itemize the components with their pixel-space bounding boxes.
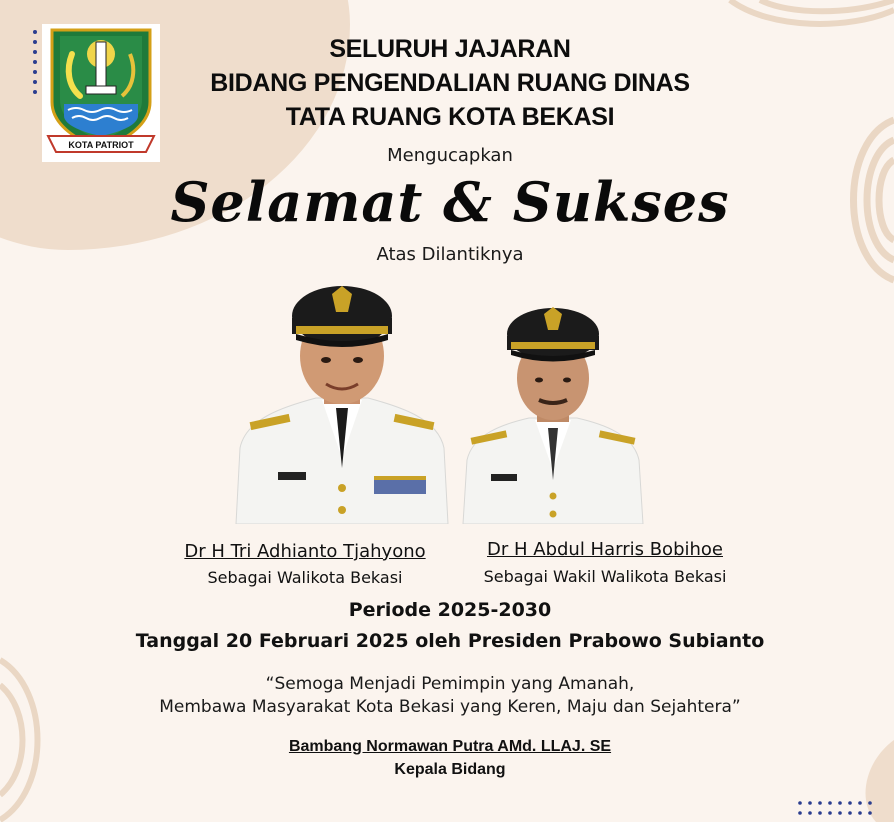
dot-pattern-bottom-right xyxy=(796,798,876,818)
greeting-intro: Mengucapkan xyxy=(387,145,513,166)
arc-right-decoration xyxy=(800,110,894,290)
arc-bottom-left-decoration xyxy=(0,650,60,822)
kota-bekasi-emblem-icon xyxy=(42,24,160,162)
header-line-2: BIDANG PENGENDALIAN RUANG DINAS xyxy=(210,69,690,97)
official-2-role: Sebagai Wakil Walikota Bekasi xyxy=(483,567,727,586)
kota-bekasi-logo xyxy=(42,24,160,162)
vice-mayor-photo xyxy=(457,300,649,524)
date-line: Tanggal 20 Februari 2025 oleh Presiden Prabowo Subianto xyxy=(135,630,765,652)
header-line-3: TATA RUANG KOTA BEKASI xyxy=(285,103,615,131)
signer-name: Bambang Normawan Putra AMd. LLAJ. SE xyxy=(288,738,612,755)
official-2-name: Dr H Abdul Harris Bobihoe xyxy=(487,539,723,560)
header-title xyxy=(150,32,750,134)
period-text: Periode 2025-2030 xyxy=(348,599,552,621)
signer-title: Kepala Bidang xyxy=(394,761,506,778)
quote-block xyxy=(100,673,800,719)
mayor-photo xyxy=(226,278,458,524)
quote-line-1: “Semoga Menjadi Pemimpin yang Amanah, xyxy=(265,674,635,694)
official-1-name: Dr H Tri Adhianto Tjahyono xyxy=(184,541,426,562)
logo-text: KOTA PATRIOT xyxy=(68,140,134,150)
header-line-1: SELURUH JAJARAN xyxy=(329,35,571,63)
greeting-headline: Selamat & Sukses xyxy=(170,170,730,234)
dot-pattern-left xyxy=(30,28,40,98)
official-1-role: Sebagai Walikota Bekasi xyxy=(207,568,403,587)
greeting-subline: Atas Dilantiknya xyxy=(376,244,524,265)
quote-line-2: Membawa Masyarakat Kota Bekasi yang Keren, Maju dan Sejahtera” xyxy=(159,697,741,717)
